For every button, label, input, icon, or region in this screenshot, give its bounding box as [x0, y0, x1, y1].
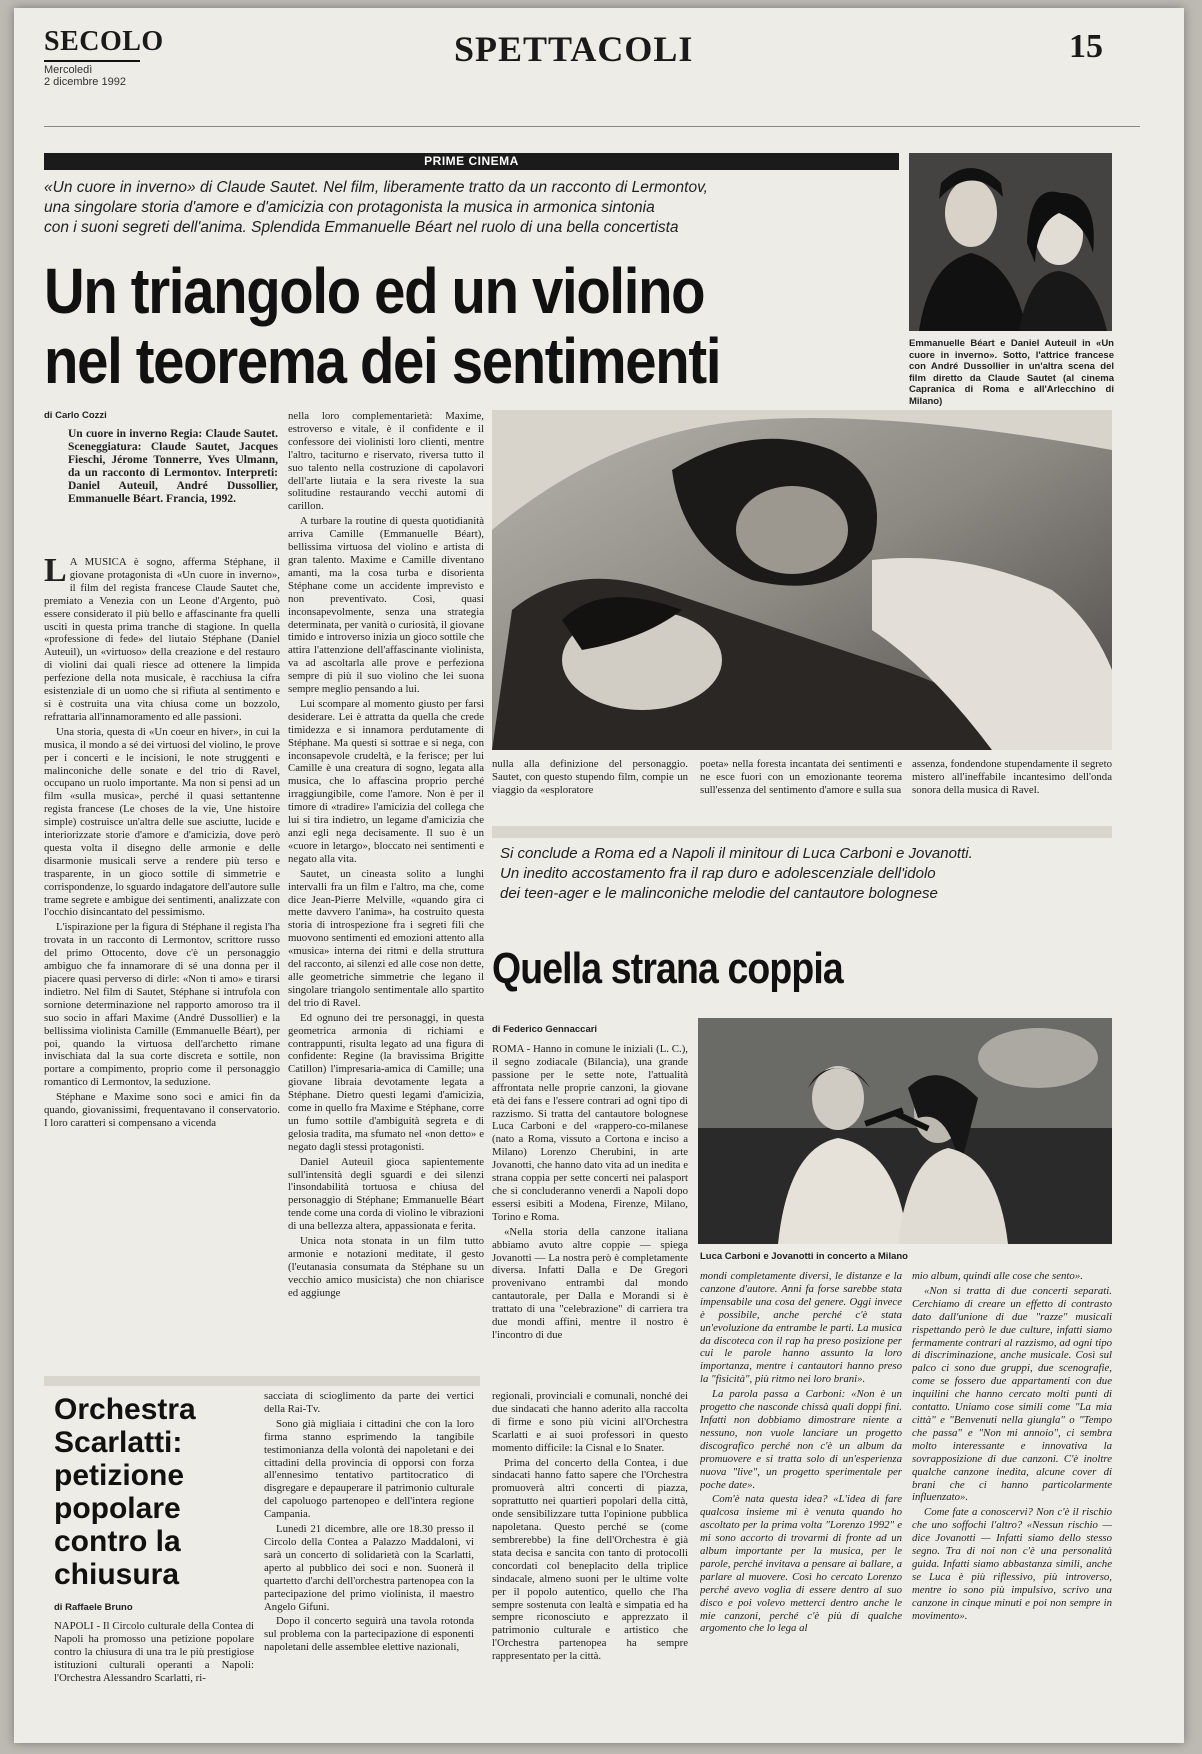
article1-column-1	[44, 556, 280, 1408]
paragraph: mondi completamente diversi, le distanze e la canzone d'autore. Anni fa forse sarebbe stata impensabile una cosa del genere. Oggi invece è possibile, anche perché c'è stata un'evoluzione da entrambe le parti. La musica da discoteca con il rap ha preso posizione per cui le parole hanno assunto la loro importanza, mentre i cantautori hanno preso la "fisicità", più ritmo nei loro brani».	[700, 1270, 902, 1386]
paragraph: Dopo il concerto seguirà una tavola rotonda sul problema con la partecipazione di esponenti napoletani delle assemblee elettive nazionali,	[264, 1615, 474, 1654]
newspaper-page	[14, 8, 1184, 1743]
paragraph: La parola passa a Carboni: «Non è un progetto che nasconde chissà quali doppi fini. Infatti non dobbiamo dimostrare niente a nessuno, non vuole lanciare un progetto discografico perché non c'è un album da promuovere e si tratta solo di un'esperienza nuova "live", un progetto sperimentale per poche date».	[700, 1388, 902, 1491]
headline-line: Un triangolo ed un violino	[44, 255, 705, 327]
article1-column-5	[912, 758, 1112, 818]
paragraph: Lunedì 21 dicembre, alle ore 18.30 presso il Circolo della Contea a Palazzo Maddaloni, vi sarà un concerto di solidarietà con la Scarlatti, aperto al pubblico dei soci e non. Suonerà il quartetto d'archi dell'orchestra partenopea con la partecipazione del primo violinista, il maestro Angelo Gifuni.	[264, 1523, 474, 1613]
issue-day: Mercoledì	[44, 64, 93, 76]
article1-photo-top	[909, 153, 1112, 331]
film-credits: Un cuore in inverno Regia: Claude Sautet. Sceneggiatura: Claude Sautet, Jacques Fieschi, Jérome Tonnerre, Yves Ulmann, da un racconto di Lermontov. Interpreti: Daniel Auteuil, André Dussollier, Emmanuelle Béart. Francia, 1992.	[68, 428, 278, 505]
paragraph: Prima del concerto della Contea, i due sindacati hanno fatto sapere che l'Orchestra promuoverà altri concerti di piazza, soprattutto nei quartieri popolari della città, onde sensibilizzare tutta l'opinione pubblica napoletana. Questo perché se (come sembrerebbe) la fine dell'Orchestra è già stata decisa e sancita con tanto di protocolli concordati col beneplacito della triplice sindacale, almeno suoni per le ultime volte per il popolo autentico, quello che l'ha sempre sostenuta con lealtà e simpatia ed ha sempre riconosciuto e apprezzato il patrimonio culturale e artistico che l'Orchestra partenopea ha sempre rappresentato per la città.	[492, 1456, 688, 1663]
deck-line: con i suoni segreti dell'anima. Splendida Emmanuelle Béart nel ruolo di una bella concertista	[44, 219, 679, 236]
article1-headline	[44, 256, 720, 396]
article2-headline: Quella strana coppia	[492, 944, 843, 993]
article1-byline: di Carlo Cozzi	[44, 410, 107, 421]
paragraph: poeta» nella foresta incantata dei sentimenti e ne esce fuori con un emozionante teorema sull'essenza del sentimento d'amore e sulla sua	[700, 758, 902, 796]
issue-date: 2 dicembre 1992	[44, 76, 126, 88]
logo-rule	[44, 60, 140, 62]
paragraph: Daniel Auteuil gioca sapientemente sull'intensità degli sguardi e dei silenzi l'insondabilità tortuosa e chiusa del personaggio di Stéphane; Emmanuelle Béart tende come una corda di violino le vibrazioni di una bellezza altera, appassionata e ferita.	[288, 1155, 484, 1233]
paragraph: L A MUSICA è sogno, afferma Stéphane, il giovane protagonista di «Un cuore in inverno», il film del regista francese Claude Sautet che, premiato a Venezia con un Leone d'Argento, può essere considerato il più bello e affascinante fra quelli usciti in questa prima tranche di stagione. In quella «professione di fede» del liutaio Stéphane (Daniel Auteuil), un «virtuoso» della creazione e del restauro di violini dai quali riesce ad ottenere la limpida perfezione della nota musicale, è racchiusa la cifra esistenziale di un uomo che si rifiuta al sentimento e si è costruita una vita chiusa come un bozzolo, refrattaria all'innamoramento ed alle passioni.	[44, 556, 280, 723]
article1-column-4	[700, 758, 902, 818]
deck-line: Si conclude a Roma ed a Napoli il minitour di Luca Carboni e Jovanotti.	[500, 845, 973, 862]
paragraph: nulla alla definizione del personaggio. Sautet, con questo stupendo film, compie un viaggio da «esploratore	[492, 758, 688, 796]
paragraph: «Nella storia della canzone italiana abbiamo avuto altre coppie — spiega Jovanotti — La nostra però è completamente diversa. Infatti Dalla e De Gregori provenivano entrambi dal mondo cantautorale, per Dalla e Morandi si è trattato di una "celebrazione" di carriera tra due mondi affini, mentre il nostro è l'incontro di due	[492, 1225, 688, 1341]
newspaper-logo: SECOLO	[44, 26, 164, 57]
paragraph: Sono già migliaia i cittadini che con la loro firma stanno esprimendo la tangibile testimonianza della volontà dei napoletani e dei cittadini della provincia di opporsi con forza all'ennesimo tentativo partitocratico di disgregare e depauperare il patrimonio culturale del capoluogo partenopeo e dell'intera regione Campania.	[264, 1417, 474, 1521]
paragraph: L'ispirazione per la figura di Stéphane il regista l'ha trovata in un racconto di Lermontov, scrittore russo del primo Ottocento, dove c'è un personaggio ambiguo che fa innamorare di sé una donna per il piacere quasi perverso di dirle: «Non ti amo» e tirarsi indietro. Nel film di Sautet, Stéphane si intrufola con sornione determinazione nel rapporto amoroso tra il suo socio in affari Maxime (André Dussollier) e la bellissima violinista Camille (Emmanuelle Béart), per poi, quando la virtuosa dell'archetto rimane invischiata dal la sua corte discreta e sottile, non portare a compimento, proprio come il personaggio romantico di Lermontov, la seduzione.	[44, 921, 280, 1089]
article3-column-1	[54, 1620, 254, 1720]
paragraph: Unica nota stonata in un film tutto armonie e notazioni meditate, il gesto (l'eutanasia consumata da Stéphane su un vecchio amico musicista) che non chiarisce ed aggiunge	[288, 1235, 484, 1299]
article2-top-band	[492, 826, 1112, 838]
article1-photo-large	[492, 410, 1112, 750]
article2-photo	[698, 1018, 1112, 1244]
article3-headline: Orchestra Scarlatti: petizione popolare contro la chiusura	[54, 1393, 196, 1591]
paragraph: «Non si tratta di due concerti separati. Cerchiamo di creare un effetto di contrasto dato dall'unione di due "razze" musicali rispettando però le due culture, infatti siamo fermamente contrari al razzismo, ad ogni tipo di discriminazione, anche musicale. Così sul palco ci sono due gruppi, due scenografie, come se fossero due appartamenti con due inquilini che hanno cercato molti punti di contatto. Uniamo cose simili come "La mia città" e "Benvenuti nella giungla" o "Tempo che passa" e "Non mi annoio", ci sembra molto interessante e innovativa la sovrapposizione di due canzoni. C'è inoltre qualche canzone inedita, alcune cover di brani che ci hanno particolarmente influenzato».	[912, 1284, 1112, 1504]
kicker-prime-cinema: PRIME CINEMA	[44, 153, 899, 170]
article1-column-3	[492, 758, 688, 818]
article1-column-2	[288, 410, 484, 1406]
section-title: SPETTACOLI	[454, 29, 694, 69]
paragraph: Stéphane e Maxime sono soci e amici fin da quando, giovanissimi, frequentavano il conservatorio. I loro caratteri si compensano a vicenda	[44, 1091, 280, 1129]
deck-line: una singolare storia d'amore e d'amicizia con protagonista la musica in armonica sintonia	[44, 199, 655, 216]
article2-byline: di Federico Gennaccari	[492, 1024, 598, 1035]
paragraph: Com'è nata questa idea? «L'idea di fare qualcosa insieme mi è venuta quando ho ascoltato per la prima volta "Lorenzo 1992" e mi sono accorto di trovarmi di fronte ad un album importante per la musica, per le parole, perché invitava a pensare ai ballare, a parlare al muovere. Così ho cercato Lorenzo perché avevo voglia di essere dentro al suo disco e poi volevo metterci dentro anche le mie canzoni, perché c'è più di qualche argomento che lo lega al	[700, 1493, 902, 1635]
article3-column-2	[264, 1390, 474, 1712]
article3-byline: di Raffaele Bruno	[54, 1602, 133, 1613]
article1-photo-caption: Emmanuelle Béart e Daniel Auteuil in «Un cuore in inverno». Sotto, l'attrice francese con André Dussollier in un'altra scena del film diretto da Claude Sautet (al cinema Capranica di Roma e all'Arlecchino di Milano)	[909, 338, 1114, 407]
deck-line: «Un cuore in inverno» di Claude Sautet. Nel film, liberamente tratto da un racconto di Lermontov,	[44, 179, 708, 196]
article3-column-3	[492, 1390, 688, 1712]
deck-line: Un inedito accostamento fra il rap duro e adolescenziale dell'idolo	[500, 865, 936, 882]
drop-cap: L	[44, 556, 67, 589]
masthead-divider	[44, 126, 1140, 127]
paragraph: assenza, fondendone stupendamente il segreto mistero all'ineffabile incantesimo dell'onda sonora della musica di Ravel.	[912, 758, 1112, 796]
headline-line: nel teorema dei sentimenti	[44, 325, 721, 397]
paragraph: sacciata di scioglimento da parte dei vertici della Rai-Tv.	[264, 1390, 474, 1415]
paragraph: Come fate a conoscervi? Non c'è il rischio che uno soffochi l'altro? «Nessun rischio — dice Jovanotti — Infatti siamo dello stesso segno. Tra di noi non c'è una personalità guida. Infatti siamo abbastanza simili, anche se Luca è più riflessivo, più introverso, mentre io sono più impulsivo, scrivo una canzone in cinque minuti e poi non sempre in movimento».	[912, 1506, 1112, 1622]
paragraph: Lui scompare al momento giusto per farsi desiderare. Lei è attratta da quella che crede timidezza e si innamora perdutamente di Stéphane. Ma questi si sottrae e si nega, con inconsapevole crudeltà, e la ferisce; per lui Camille è una creatura di sogno, legata alla musica, che lo affascina proprio perché irraggiungibile, come l'amore. Non è per il timore di «tradire» l'amicizia del collega che lui si tira indietro, un legame d'amicizia che anzi egli nega decisamente. Il suo è un «cuore in letargo», bloccato nei sentimenti e negato alla vita.	[288, 697, 484, 865]
paragraph: mio album, quindi alle cose che sento».	[912, 1270, 1083, 1282]
article1-deck	[44, 178, 904, 238]
paragraph: Una storia, questa di «Un coeur en hiver», in cui la musica, il mondo a sé dei virtuosi del violino, le prove per i concerti e le incisioni, le note struggenti e malinconiche delle sonate e del trio di Ravel, occupano un ruolo importante. Ma non si pensi ad un film «sulla musica», perché il quasi settantenne regista francese (Le choses de la vie, Une histoire simple) costruisce un'altra delle sue asciutte, lucide e interiorizzate storie d'amore e d'amicizia, dove però questa volta il disegno delle armonie e delle disarmonie musicali serve a rendere più terso e trasparente, in un gioco sottile di simmetrie e corrispondenze, lo sguardo indagatore dell'autore sulle trame segrete e ambigue dei sentimenti, analizzate con l'occhio disincantato del pessimismo.	[44, 725, 280, 919]
paragraph: Ed ognuno dei tre personaggi, in questa geometrica armonia di richiami e contrappunti, risulta legato ad una figura di confidente: Regine (la bravissima Brigitte Catillon) l'impresaria-amica di Camille; una giovane libraia devotamente legata a Stéphane. Dietro questi legami d'amicizia, come in quello fra Maxime e Stéphane, corre un fumo sottile d'ambiguità segreta e di gelosia tradita, ma sfumato nel «non detto» e negato dagli stessi protagonisti.	[288, 1011, 484, 1153]
article2-photo-caption: Luca Carboni e Jovanotti in concerto a Milano	[700, 1251, 908, 1262]
page-number: 15	[1069, 28, 1103, 65]
paragraph: A turbare la routine di questa quotidianità arriva Camille (Emmanuelle Béart), bellissima virtuosa del violino e artista di gran talento. Maxime e Camille diventano amanti, ma la cosa turba e disorienta Stéphane come un accidente imprevisto e non preventivato. Così, quasi inconsapevolmente, senza una strategia determinata, per vanità o curiosità, il giovane timido e introverso inizia un gioco sottile che attira l'attenzione dell'affascinante violinista, va ad ascoltarla alle prove e perfeziona sempre di più il suo violino che lei suona sempre meglio pensando a lui.	[288, 515, 484, 696]
article2-deck	[500, 844, 1110, 904]
paragraph: NAPOLI - Il Circolo culturale della Contea di Napoli ha promosso una petizione popolare contro la chiusura di una tra le più prestigiose istituzioni culturali operanti a Napoli: l'Orchestra Alessandro Scarlatti, ri-	[54, 1620, 254, 1684]
article3-top-band	[44, 1376, 480, 1386]
paragraph: nella loro complementarietà: Maxime, estroverso e vitale, è il confidente e il confessore dei violinisti loro clienti, mentre l'altro, taciturno e riservato, riversa tutto il suo talento nella costruzione di capolavori dell'arte liutaia e la sera riveste la sua solitudine restaurando vecchi automi di carillon.	[288, 410, 484, 513]
paragraph: regionali, provinciali e comunali, nonché dei due sindacati che hanno aderito alla raccolta di firme e sono più vicini all'Orchestra Scarlatti e ai suoi professori in questo momento difficile: la Cisnal e lo Snater.	[492, 1390, 688, 1454]
deck-line: dei teen-ager e le malinconiche melodie del cantautore bolognese	[500, 885, 938, 902]
paragraph: ROMA - Hanno in comune le iniziali (L. C.), il segno zodiacale (Bilancia), una grande passione per le sette note, l'attualità affrontata nelle proprie canzoni, la giovane età dei fans e l'essere contrari ad ogni tipo di razzismo. Si tratta del cantautore bolognese Luca Carboni e del «rappero-co-milanese (nato a Roma, vissuto a Cortona e inciso a Milano) Lorenzo Cherubini, in arte Jovanotti, che hanno dato vita ad un inedita e strana coppia per sette concerti nei palasport che si concluderanno venerdì a Napoli dopo essersi esibiti a Modena, Firenze, Milano, Torino e Roma.	[492, 1043, 688, 1223]
paragraph: Sautet, un cineasta solito a lunghi intervalli fra un film e l'altro, ma che, come dice Jean-Pierre Melville, «quando gira ci mette davvero l'anima», ha costruito questa storia di introspezione fra i segreti fili che muovono sentimenti ed emozioni attento alla «musica» interna dei ritmi e della struttura del racconto, ai silenzi ed alle cose non dette, alle geometriche simmetrie che legano il singolare triangolo sentimentale allo spartito del trio di Ravel.	[288, 867, 484, 1009]
article2-column-3	[912, 1270, 1112, 1710]
article2-column-2	[700, 1270, 902, 1710]
